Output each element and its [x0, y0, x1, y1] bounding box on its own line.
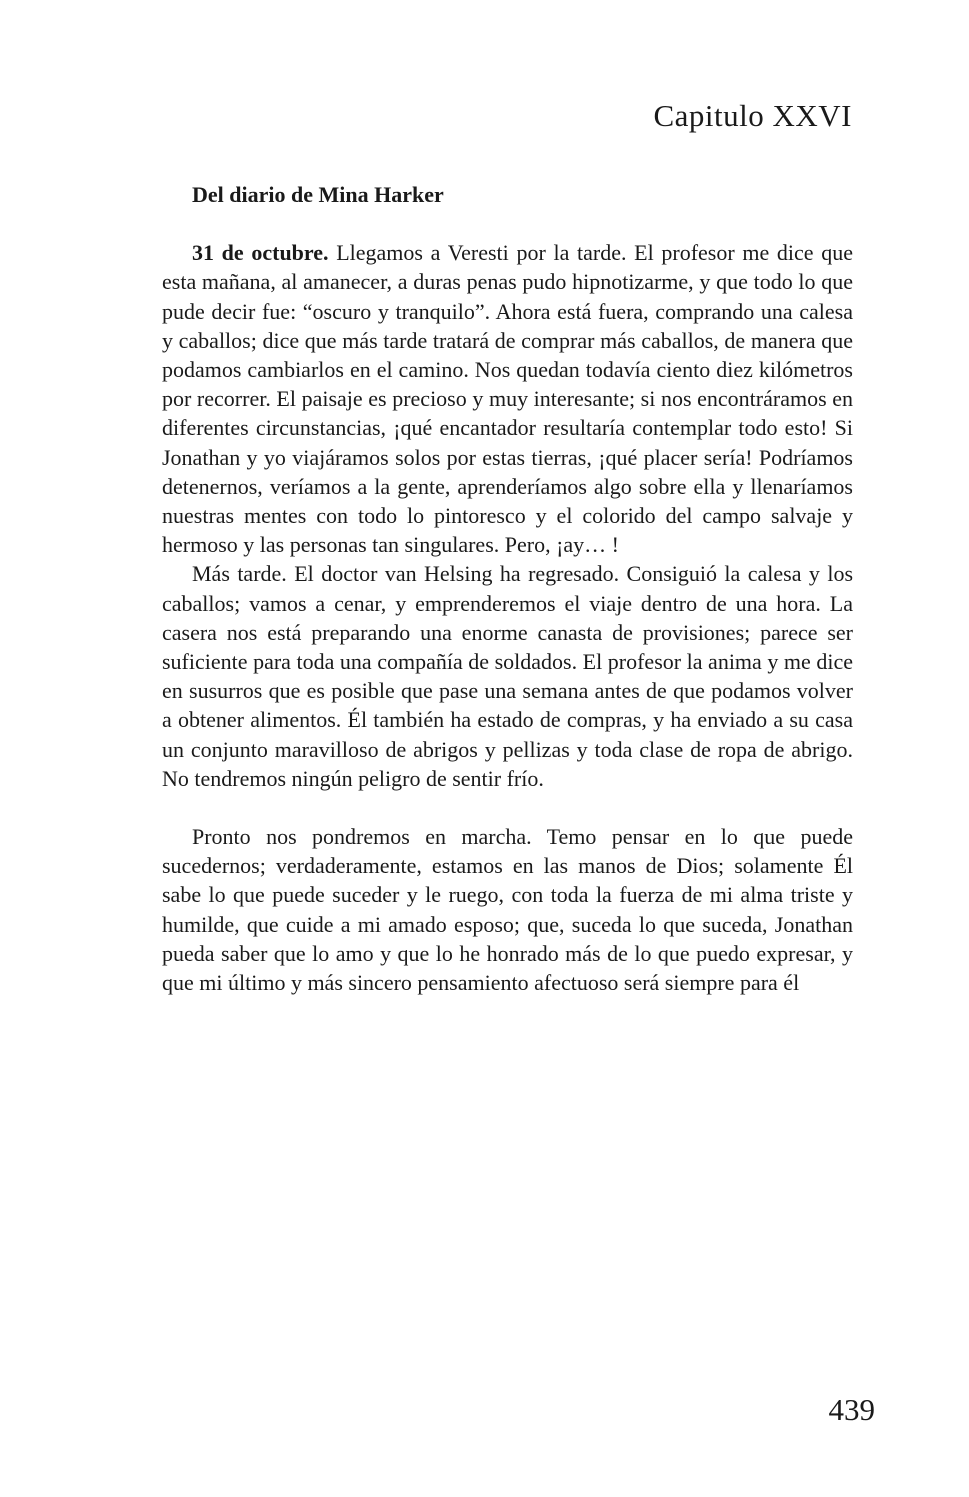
- body-text: [162, 180, 853, 997]
- entry-text: Llegamos a Veresti por la tarde. El profesor me dice que esta mañana, al amanecer, a duras penas pudo hipnotizarme, y que todo lo que pude decir fue: “oscuro y tranquilo”. Ahora está fuera, comprando una calesa y caballos; dice que más tarde tratará de comprar más caballos, de manera que podamos cambiarlos en el camino. Nos quedan todavía ciento diez kilómetros por recorrer. El paisaje es precioso y muy interesante; si nos encontráramos en diferentes circunstancias, ¡qué encantador resultaría contemplar todo esto! Si Jonathan y yo viajáramos solos por estas tierras, ¡qué placer sería! Podríamos detenernos, veríamos a la gente, aprenderíamos algo sobre ella y llenaríamos nuestras mentes con todo lo pintoresco y el colorido del campo salvaje y hermoso y las personas tan singulares. Pero, ¡ay… !: [162, 240, 853, 558]
- chapter-title: Capitulo XXVI: [653, 98, 852, 133]
- paragraph-departure: Pronto nos pondremos en marcha. Temo pensar en lo que puede sucedernos; verdaderamente, estamos en las manos de Dios; solamente Él sabe lo que puede suceder y le ruego, con toda la fuerza de mi alma triste y humilde, que cuide a mi amado esposo; que, suceda lo que suceda, Jonathan pueda saber que lo amo y que lo he honrado más de lo que puedo expresar, y que mi último y más sincero pensamiento afectuoso será siempre para él: [162, 824, 853, 996]
- paragraph-later: Más tarde. El doctor van Helsing ha regresado. Consiguió la calesa y los caballos; vamos a cenar, y emprenderemos el viaje dentro de una hora. La casera nos está preparando una enorme canasta de provisiones; parece ser suficiente para toda una compañía de soldados. El profesor la anima y me dice en susurros que es posible que pase una semana antes de que podamos volver a obtener alimentos. Él también ha estado de compras, y ha enviado a su casa un conjunto maravilloso de abrigos y pellizas y toda clase de ropa de abrigo. No tendremos ningún peligro de sentir frío.: [162, 561, 853, 791]
- page-number: 439: [828, 1392, 875, 1427]
- entry-date: 31 de octubre.: [192, 240, 329, 266]
- section-heading: Del diario de Mina Harker: [192, 182, 444, 207]
- diary-entry-paragraph: [162, 238, 853, 559]
